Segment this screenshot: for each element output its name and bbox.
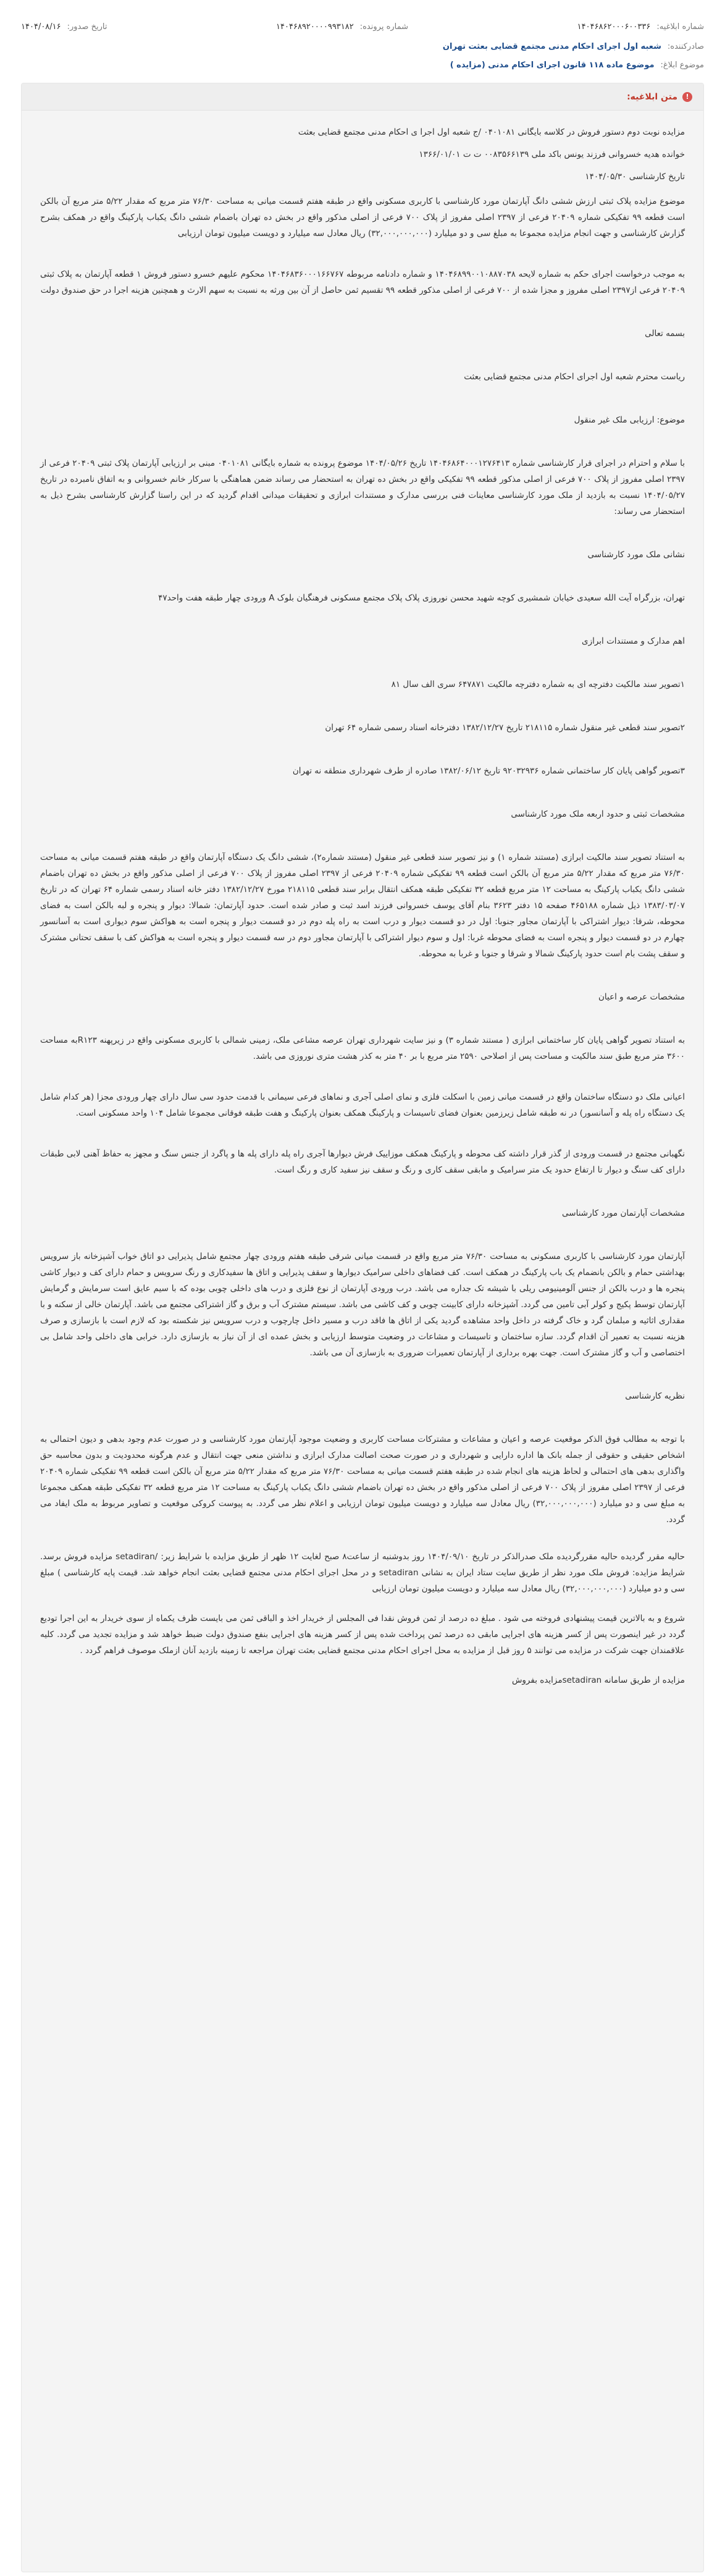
land-building-heading: مشخصات عرصه و اعیان [598,992,685,1002]
address-heading: نشانی ملک مورد کارشناسی [587,550,685,560]
notice-text-header [22,83,703,111]
notice-text-box [21,83,704,2572]
registration-paragraph: به استناد تصویر سند مالکیت ابرازی (مستند شماره ۱) و نیز تصویر سند قطعی غیر منقول (مستند شماره۲)، ششی دانگ یک دستگاه آپارتمان واقع در طبقه هفتم قسمت میانی به مساحت ۷۶/۳۰ متر مربع که مقدار ۵/۲۲ متر مربع آن بالکن است قطعه ۹۹ تفکیکی شماره ۲۰۴۰۹ فرعی از ۲۳۹۷ اصلی مفروز از پلاک ۷۰۰ فرعی از اصلی مذکور واقع در بخش ده تهران باضمام ششی دانگ یکباب پارکینگ به مساحت ۱۲ متر مربع قطعه ۳۲ تفکیکی طبقه همکف انتقال برابر سند قطعی ۲۱۸۱۱۵ مورخ ۱۳۸۲/۱۲/۲۷ دفتر خانه اسناد رسمی شماره ۶۴ تهران که در تاریخ ۱۳۸۳/۰۳/۰۷ ذیل شماره ۴۶۵۱۸۸ صفحه ۱۵ دفتر ۳۶۲۳ بنام آقای یوسف خسروانی فرزند اسد ثبت و صادر شده است. حدود آپارتمان: شمالا: دیوار و پنجره و لبه بالکن است به فضای محوطه، شرقا: دیوار اشتراکی با آپارتمان مجاور جنوبا: اول در دو قسمت دیوار و درب است به راه پله دوم در دو قسمت دیوار و پنجره است به هواکش سوم دیواری است به آسانسور چهارم در دو قسمت دیوار و پنجره است به فضای محوطه غربا: اول و سوم دیوار اشتراکی با آپارتمان مجاور دوم در سه قسمت دیوار و پنجره است به هواکش کف با سقف تحتانی مشترک و سقف پشت بام است حدود پارکینگ شمالا و شرقا و جنوبا و غربا به محوطه. [40,852,685,959]
issuer-label: صادرکننده: [667,41,704,51]
issue-date-label: تاریخ صدور: [67,22,107,32]
registration-heading: مشخصات ثبتی و حدود اربعه ملک مورد کارشناسی [511,809,685,819]
auction-terms-paragraph: شروع و به بالاترین قیمت پیشنهادی فروخته می شود . مبلغ ده درصد از ثمن فروش نقدا فی المجلس از خریدار اخذ و الباقی ثمن می بایست ظرف یکماه از سوی خریدار به این اجرا تودیع گردد در غیر اینصورت پس از کسر هزینه های اجرایی مابقی ده درصد ثمن پرداخت شده پس از کسر هزینه های اجرایی بنفع صندوق دولت ضبط خواهد شد و مزایده تجدید می گردد. کلیه علاقمندان جهت شرکت در مزایده می توانند ۵ روز قبل از مزایده به محل اجرای احکام مدنی مجتمع قضایی بعثت تهران مراجعه تا زمینه بازدید آنان ازملک موصوف فراهم گردد . [40,1614,685,1656]
auction-header-paragraph: مزایده نوبت دوم دستور فروش در کلاسه بایگانی ۰۴۰۱۰۸۱ /ج شعبه اول اجرا ی احکام مدنی مجتمع قضایی بعثت [298,127,685,137]
case-number-value: ۱۴۰۴۶۸۹۲۰۰۰۰۹۹۳۱۸۲ [276,22,354,32]
issuer-value: شعبه اول اجرای احکام مدنی مجتمع قضایی بعثت تهران [442,41,661,51]
exclamation-icon: ! [682,92,692,102]
assessment-subject-heading: موضوع: ارزیابی ملک غیر منقول [574,415,685,425]
apartment-heading: مشخصات آپارتمان مورد کارشناسی [562,1208,685,1218]
bismillah-heading: بسمه تعالی [645,329,685,339]
document-item-3: ۳تصویر گواهی پایان کار ساختمانی شماره ۹۲۰۳۲۹۳۶ تاریخ ۱۳۸۲/۰۶/۱۲ صادره از طرف شهرداری منطقه نه تهران [292,766,685,776]
appraisal-date-paragraph: تاریخ کارشناسی ۱۴۰۴/۰۵/۳۰ [585,172,685,182]
notice-text-body [22,111,703,1688]
defendant-paragraph: خوانده هدیه خسروانی فرزند یونس باکد ملی ۰۰۸۳۵۶۶۱۳۹ ت ت ۱۳۶۶/۰۱/۰۱ [419,149,685,159]
document-item-1: ۱تصویر سند مالکیت دفترچه ای به شماره دفترچه مالکیت ۶۴۷۸۷۱ سری الف سال ۸۱ [391,680,685,689]
complex-paragraph: نگهبانی مجتمع در قسمت ورودی از گذر قرار داشته کف محوطه و پارکینگ همکف موزاییک فرش دیوارها آجری راه پله دارای پله ها و پاگرد از جنس سنگ و مجهز به حفاظ آهنی لابی طبقات دارای کف سنگ و دیوار تا ارتفاع حدود یک متر سرامیک و مابقی سقف کاری و رنگ و سقف نیز سفید کاری و رنگ است. [40,1149,685,1175]
auction-platform-paragraph: مزایده از طریق سامانه setadiranمزایده بفروش [511,1675,685,1685]
addressee-heading: ریاست محترم شعبه اول اجرای احکام مدنی مجتمع قضایی بعثت [464,372,685,382]
apartment-paragraph: آپارتمان مورد کارشناسی با کاربری مسکونی به مساحت ۷۶/۳۰ متر مربع واقع در قسمت میانی شرقی طبقه هفتم ورودی چهار مجتمع شامل پذیرایی دو اتاق خواب آشپزخانه باز سرویس بهداشتی حمام و بالکن بانضمام یک باب پارکینگ در همکف است. کف فضاهای داخلی سرامیک دیوارها و سقف پذیرایی و اتاق ها سفیدکاری و رنگ سرویس و حمام دارای کف و دیوار کاشی پنجره ها و درب بالکن از جنس آلومینیومی ریلی با شیشه تک جداره می باشد. درب ورودی آپارتمان از نوع فلزی و درب های داخلی چوبی بوده که با سیم عایق است سرمایش و گرمایش آپارتمان توسط پکیج و کولر آبی تامین می گردد. آشپزخانه دارای کابینت چوبی و کف کاشی می باشد. سیستم مشترک آب و برق و گاز اشتراکی مجتمع می باشد. آپارتمان خالی از سکنه و با مقداری اثاثیه و مبلمان گرد و خاک گرفته در داخل واحد مشاهده گردید یکی از اتاق ها فاقد درب و مسیر داخل چارچوب و درب سرویس نیز شکسته بود که لازم است با بازسازی و صرف هزینه نسبت به تعمیر آن اقدام گردد. سازه ساختمان و تاسیسات و مشاعات در وضعیت متوسط ارزیابی و بخش عمده ای از آن نیاز به بازسازی دارد. خرابی های داخلی واحد شامل بی اختصاصی و آب و گاز مشترک است. جهت بهره برداری از آپارتمان تعمیرات ضروری به بازسازی آن می باشد. [40,1252,685,1358]
opinion-heading: نظریه کارشناسی [625,1391,685,1401]
notice-text-title: متن ابلاغیه: [627,91,677,102]
issue-date [21,22,107,32]
document-item-2: ۲تصویر سند قطعی غیر منقول شماره ۲۱۸۱۱۵ تاریخ ۱۳۸۲/۱۲/۲۷ دفترخانه اسناد رسمی شماره ۶۴ تهران [325,723,685,733]
notice-number-value: ۱۴۰۴۶۸۶۲۰۰۰۶۰۰۳۳۶ [577,22,651,32]
address-paragraph: تهران، بزرگراه آیت الله سعیدی خیابان شمشیری کوچه شهید محسن نوروزی پلاک پلاک مجتمع مسکونی فرهنگیان بلوک A ورودی چهار طبقه هفت واحد۴۷ [158,593,685,603]
subject-value: موضوع ماده ۱۱۸ قانون اجرای احکام مدنی (مزایده ) [450,60,655,70]
building-paragraph: اعیانی ملک دو دستگاه ساختمان واقع در قسمت میانی زمین با اسکلت فلزی و نمای اصلی آجری و نماهای فرعی سیمانی با قدمت حدود سی سال دارای چهار ورودی مجزا (هر کدام شامل یک دستگاه راه پله و آسانسور) در نه طبقه شامل زیرزمین بعنوان فضای تاسیسات و پارکینگ همکف بعنوان پارکینگ و هفت طبقه فوقانی مجموعا شامل ۱۰۴ واحد مسکونی است. [40,1092,685,1118]
documents-heading: اهم مدارک و مستندات ابرازی [582,636,685,646]
subject-label: موضوع ابلاغ: [660,60,704,70]
introduction-paragraph: با سلام و احترام در اجرای قرار کارشناسی شماره ۱۴۰۴۶۸۶۴۰۰۰۱۲۷۶۴۱۳ تاریخ ۱۴۰۴/۰۵/۲۶ موضوع پرونده به شماره بایگانی ۰۴۰۱۰۸۱ مبنی بر ارزیابی آپارتمان پلاک ثبتی ۲۰۴۰۹ فرعی از ۲۳۹۷ اصلی مفروز از پلاک ۷۰۰ فرعی از اصلی مذکور قطعه ۹۹ تفکیکی واقع در بخش ده تهران به استحضار می رساند ضمن هماهنگی با سرکار خانم خسروانی و به اتفاق نامبرده در تاریخ ۱۴۰۴/۰۵/۲۷ نسبت به بازدید از ملک مورد کارشناسی معاینات فنی بررسی مدارک و مستندات ابرازی و تحقیقات میدانی اقدام گردید که در این راستا گزارش کارشناسی بشرح ذیل به استحضار می رساند: [40,458,685,516]
land-paragraph: به استناد تصویر گواهی پایان کار ساختمانی ابرازی ( مستند شماره ۳) و نیز سایت شهرداری تهران عرصه مشاعی ملک، زمینی شمالی با کاربری مسکونی واقع در زیرپهنه R۱۲۳به مساحت ۳۶۰۰ متر مربع طبق سند مالکیت و مساحت پس از اصلاحی ۲۵۹۰ متر مربع با بر ۴۰ متر به کذر هشت متری نوروزی می باشد. [40,1035,685,1061]
notice-number [577,22,704,32]
request-paragraph: به موجب درخواست اجرای حکم به شماره لایحه ۱۴۰۴۶۸۹۹۰۰۱۰۸۸۷۰۳۸ و شماره دادنامه مربوطه ۱۴۰۴۶۸۳۶۰۰۰۱۶۶۷۶۷ محکوم علیهم خسرو دستور فروش ۱ قطعه آپارتمان به پلاک ثبتی ۲۰۴۰۹ فرعی از۲۳۹۷ اصلی مفروز و مجزا شده از ۷۰۰ فرعی از اصلی مذکور قطعه ۹۹ تقسیم ثمن حاصل از آن بین ورثه به نسبت به سهم الارث و همچنین هزینه اجرا در حق صندوق دولت [40,269,685,295]
notice-number-label: شماره ابلاغیه: [656,22,704,32]
opinion-paragraph: با توجه به مطالب فوق الذکر موقعیت عرصه و اعیان و مشاعات و مشترکات مساحت کاربری و وضعیت موجود آپارتمان مورد کارشناسی و در صورت عدم وجود بدهی و دیون احتمالی به اشخاص حقیقی و حقوقی از جمله بانک ها اداره دارایی و شهرداری و در صورت صحت اصالت مدارک ابرازی و نداشتن منعی جهت انتقال و عدم هرگونه محدودیت و بدون محاسبه حق واگذاری بدهی های احتمالی و لحاظ هزینه های انجام شده در طبقه هفتم قسمت میانی به مساحت ۷۶/۳۰ متر مربع که مقدار ۵/۲۲ متر مربع آن بالکن است قطعه ۹۹ تفکیکی شماره ۲۰۴۰۹ فرعی از ۲۳۹۷ اصلی مفروز از پلاک ۷۰۰ فرعی از اصلی مذکور واقع در بخش ده تهران باضمام ششی دانگ یکباب پارکینگ به مساحت ۱۲ متر مربع قطعه ۳۲ تفکیکی طبقه همکف مجموعا به مبلغ سی و دو میلیارد (۳۲,۰۰۰,۰۰۰,۰۰۰) ریال معادل سه میلیارد و دویست میلیون تومان ارزیابی و اعلام نظر می گردد. به پیوست کروکی موقعیت و تصاویر مربوط به ملک ایفاد می گردد. [40,1434,685,1525]
subject-paragraph: موضوع مزایده پلاک ثبتی ارزش ششی دانگ آپارتمان مورد کارشناسی با کاربری مسکونی واقع در طبقه هفتم قسمت میانی به مساحت ۷۶/۳۰ متر مربع که مقدار ۵/۲۲ متر مربع آن بالکن است قطعه ۹۹ تفکیکی شماره ۲۰۴۰۹ فرعی از ۲۳۹۷ اصلی مفروز از پلاک ۷۰۰ فرعی از اصلی مذکور واقع در بخش ده تهران باضمام ششی دانگ یکباب پارکینگ واقع در همکف بشرح گزارش کارشناسی و جهت انجام مزایده مجموعا به مبلغ سی و دو میلیارد (۳۲,۰۰۰,۰۰۰,۰۰۰) ریال معادل سه میلیارد و دویست میلیون تومان ارزیابی [40,196,685,238]
case-number [276,22,408,32]
issue-date-value: ۱۴۰۴/۰۸/۱۶ [21,22,61,32]
notice-meta-row [21,16,704,37]
subject-row [21,56,704,74]
auction-schedule-paragraph: حالیه مقرر گردیده حالیه مقررگردیده ملک صدرالذکر در تاریخ ۱۴۰۴/۰۹/۱۰ روز بدوشنبه از ساعت۸ صبح لغایت ۱۲ ظهر از طریق مزایده با شرایط زیر: /setadiran مزایده فروش برسد. شرایط مزایده: فروش ملک مورد نظر از طریق سایت ستاد ایران به نشانی setadiran و در محل اجرای احکام مدنی مجتمع قضایی بعثت انجام خواهد شد. قیمت پایه کارشناسی ) مبلغ سی و دو میلیارد (۳۲,۰۰۰,۰۰۰,۰۰۰) ریال معادل سه میلیارد و دویست میلیون تومان ارزیابی [40,1552,685,1594]
issuer-row [21,37,704,56]
case-number-label: شماره پرونده: [359,22,409,32]
